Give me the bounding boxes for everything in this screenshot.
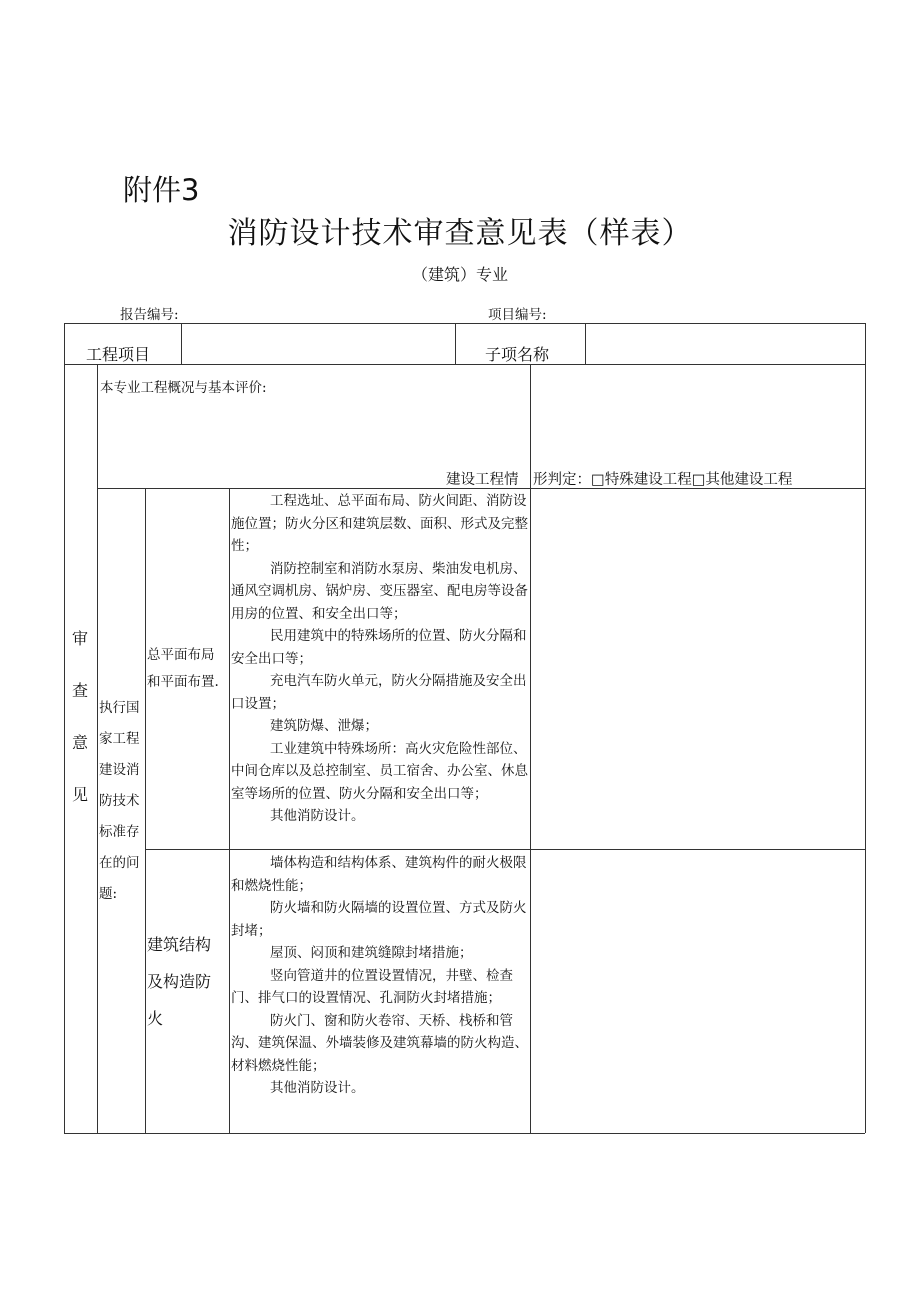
standard-issues-label: [99, 693, 140, 910]
label-line: 建设消: [99, 762, 140, 778]
table-rule: [229, 488, 230, 1133]
overview-label: 本专业工程概况与基本评价:: [100, 380, 267, 396]
discipline-subtitle: （建筑）专业: [411, 265, 508, 284]
side-char: 查: [71, 681, 88, 700]
document-title: 消防设计技术审查意见表（样表）: [227, 216, 693, 251]
review-item: 防火门、窗和防火卷帘、天桥、栈桥和管沟、建筑保温、外墙装修及建筑幕墙的防火构造、材料燃烧性能；: [231, 1012, 528, 1074]
section1-opinion-field[interactable]: [531, 489, 864, 848]
determination-label-left: 建设工程情: [446, 472, 519, 488]
report-number-label: 报告编号:: [120, 307, 179, 323]
review-item: 屋顶、闷顶和建筑缝隙封堵措施；: [270, 945, 473, 961]
table-rule: [97, 364, 98, 1133]
review-item: 墙体构造和结构体系、建筑构件的耐火极限和燃烧性能；: [231, 855, 527, 894]
side-char: 见: [71, 785, 88, 804]
section-name-line: 及构造防: [147, 972, 212, 991]
label-line: 在的问: [99, 855, 140, 871]
review-item: 民用建筑中的特殊场所的位置、防火分隔和安全出口等；: [231, 628, 527, 667]
label-line: 标准存: [99, 824, 140, 840]
review-item: 充电汽车防火单元，防火分隔措施及安全出口设置；: [231, 673, 527, 712]
label-line: 防技术: [99, 793, 140, 809]
section2-items: [231, 852, 529, 1100]
section1-items: [231, 490, 529, 828]
label-line: 题:: [99, 886, 118, 902]
table-border-bottom: [64, 1133, 865, 1134]
side-char: 审: [71, 629, 88, 648]
subitem-label: 子项名称: [485, 345, 550, 364]
table-border-left: [64, 323, 65, 1133]
subitem-value-field[interactable]: [586, 324, 864, 364]
table-rule: [145, 488, 146, 1133]
table-border-right: [865, 323, 866, 1133]
section-name-line: 总平面布局: [147, 647, 215, 663]
review-opinion-side-label: [70, 626, 90, 834]
section2-opinion-field[interactable]: [531, 850, 864, 1132]
review-item: 其他消防设计。: [270, 808, 365, 824]
project-number-label: 项目编号:: [488, 307, 547, 323]
section2-name: [147, 926, 211, 1037]
review-item: 工程选址、总平面布局、防火间距、消防设施位置；防火分区和建筑层数、面积、形式及完整性；: [231, 493, 528, 554]
section-name-line: 火: [147, 1009, 164, 1028]
review-item: 消防控制室和消防水泵房、柴油发电机房、通风空调机房、锅炉房、变压器室、配电房等设备用房的位置、和安全出口等；: [231, 560, 528, 622]
side-char: 意: [71, 733, 88, 752]
section1-name: [147, 642, 219, 696]
label-line: 执行国: [99, 700, 140, 716]
project-label: 工程项目: [86, 345, 151, 364]
review-item: 防火墙和防火隔墙的设置位置、方式及防火封堵；: [231, 900, 527, 939]
review-item: 工业建筑中特殊场所：高火灾危险性部位、中间仓库以及总控制室、员工宿舍、办公室、休息室等场所的位置、防火分隔和安全出口等；: [231, 740, 528, 802]
review-item: 其他消防设计。: [270, 1080, 365, 1096]
section-name-line: 建筑结构: [147, 935, 212, 954]
review-item: 建筑防爆、泄爆；: [270, 718, 378, 734]
review-item: 竖向管道井的位置设置情况，井壁、检查门、排气口的设置情况、孔洞防火封堵措施；: [231, 967, 513, 1006]
table-rule: [455, 323, 456, 364]
overview-evaluation-field[interactable]: [531, 365, 864, 465]
label-line: 家工程: [99, 731, 140, 747]
determination-options[interactable]: 形判定：□特殊建设工程□其他建设工程: [533, 472, 793, 488]
section-name-line: 和平面布置.: [147, 674, 219, 690]
attachment-label: 附件3: [123, 173, 200, 207]
project-value-field[interactable]: [182, 324, 454, 364]
